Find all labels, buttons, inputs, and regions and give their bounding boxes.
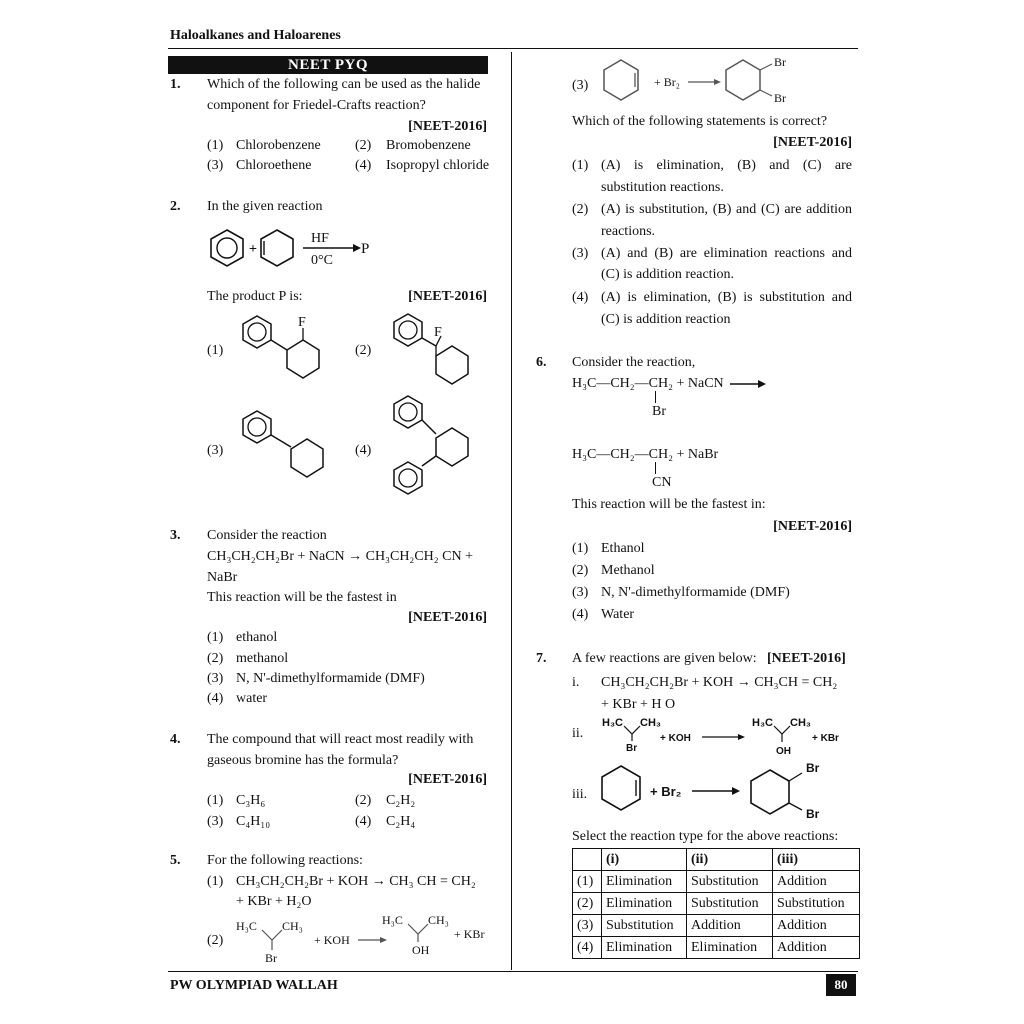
- option-number: (2): [572, 202, 589, 217]
- option-structure: [235, 310, 335, 390]
- equation: H₃C—CH₂—CH₂ + NaBr: [572, 447, 719, 462]
- option-number: (4): [572, 607, 589, 622]
- option-text: N, N'-dimethylformamide (DMF): [236, 671, 425, 686]
- answer-table: [572, 848, 860, 959]
- table-cell: Addition: [773, 915, 860, 937]
- option-text: methanol: [236, 651, 289, 666]
- reagent: + Br₂: [650, 784, 682, 799]
- option-text: Bromobenzene: [386, 138, 471, 153]
- question-number: 4.: [170, 732, 181, 747]
- table-header-row: [573, 849, 860, 871]
- option-number: (3): [207, 671, 224, 686]
- question-text: The product P is:: [207, 289, 303, 304]
- substituent-label: CN: [652, 475, 672, 490]
- page-number: 80: [826, 974, 856, 996]
- footer-rule: [168, 971, 858, 972]
- question-text: This reaction will be the fastest in:: [572, 497, 766, 512]
- reagent: + Br₂: [654, 75, 680, 89]
- question-text: This reaction will be the fastest in: [207, 590, 397, 605]
- reaction-label: (3): [572, 78, 589, 93]
- option-text: Methanol: [601, 563, 655, 578]
- equation: H₃C—CH₂—CH₂ + NaCN: [572, 376, 724, 391]
- option-number: (4): [207, 691, 224, 706]
- bromine-label: Br: [774, 91, 786, 105]
- equation: + KBr + H₂O: [236, 894, 312, 909]
- option-text: C₄H₁₀: [236, 814, 271, 829]
- question-text: In the given reaction: [207, 199, 323, 214]
- option-structure: [386, 390, 486, 502]
- table-cell: (2): [573, 893, 602, 915]
- arrow-icon: [728, 377, 768, 391]
- option-text: C₂H₄: [386, 814, 416, 829]
- question-text: Select the reaction type for the above reactions:: [572, 829, 839, 844]
- option-text: (A) is substitution, (B) and (C) are addition: [601, 202, 852, 217]
- option-structure: [235, 405, 335, 495]
- table-cell: Substitution: [773, 893, 860, 915]
- reagent: + KOH: [314, 933, 350, 947]
- option-text: ethanol: [236, 630, 278, 645]
- option-text: N, N'-dimethylformamide (DMF): [601, 585, 790, 600]
- table-row: [573, 937, 860, 959]
- exam-tag: [NEET-2016]: [767, 651, 846, 666]
- bond-line: [655, 391, 656, 403]
- reagent: HF: [311, 231, 329, 246]
- option-number: (2): [207, 651, 224, 666]
- table-row: [573, 915, 860, 937]
- question-text: component for Friedel-Crafts reaction?: [207, 98, 426, 113]
- table-cell: Addition: [687, 915, 773, 937]
- table-cell: (1): [573, 871, 602, 893]
- exam-tag: [NEET-2016]: [408, 772, 487, 787]
- table-header-cell: (i): [602, 849, 687, 871]
- option-number: (1): [207, 138, 224, 153]
- reaction-label: ii.: [572, 726, 584, 741]
- methyl-label: H₃C: [752, 717, 773, 729]
- question-number: 2.: [170, 199, 181, 214]
- option-number: (2): [355, 793, 372, 808]
- question-text: Consider the reaction: [207, 528, 327, 543]
- option-number: (1): [207, 343, 224, 358]
- methyl-label: CH₃: [282, 919, 303, 933]
- option-structure: [386, 310, 486, 390]
- option-text: water: [236, 691, 268, 706]
- table-cell: Elimination: [602, 893, 687, 915]
- option-number: (1): [207, 793, 224, 808]
- option-number: (1): [572, 158, 589, 173]
- bromine-label: Br: [806, 807, 820, 821]
- table-cell: (3): [573, 915, 602, 937]
- fluorine-label: F: [434, 325, 442, 340]
- chapter-title: Haloalkanes and Haloarenes: [170, 28, 341, 43]
- reaction-label: (1): [207, 874, 224, 889]
- fluorine-label: F: [298, 315, 306, 330]
- option-number: (1): [572, 541, 589, 556]
- option-text: (C) is addition reaction.: [601, 267, 734, 282]
- option-text: reactions.: [601, 224, 656, 239]
- equation: CH₃CH₂CH₂Br + NaCN → CH₃CH₂CH₂ CN +: [207, 549, 473, 564]
- question-text: Consider the reaction,: [572, 355, 696, 370]
- question-text: Which of the following statements is correct?: [572, 114, 828, 129]
- equation: CH₃CH₂CH₂Br + KOH → CH₃ CH = CH₂: [236, 874, 476, 889]
- option-text: (C) is addition reaction: [601, 312, 731, 327]
- option-text: Isopropyl chloride: [386, 158, 490, 173]
- reaction-scheme: [598, 758, 838, 822]
- bond-line: [655, 462, 656, 474]
- option-number: (4): [355, 443, 372, 458]
- bromine-label: Br: [774, 55, 786, 69]
- hydroxyl-label: OH: [412, 943, 430, 957]
- hydroxyl-label: OH: [776, 746, 791, 757]
- option-text: (A) is elimination, (B) and (C) are: [601, 158, 852, 173]
- question-number: 7.: [536, 651, 547, 666]
- table-row: [573, 893, 860, 915]
- bromine-label: Br: [806, 761, 820, 775]
- option-text: Ethanol: [601, 541, 645, 556]
- exam-tag: [NEET-2016]: [773, 519, 852, 534]
- option-number: (3): [207, 158, 224, 173]
- table-cell: Elimination: [602, 871, 687, 893]
- exam-tag: [NEET-2016]: [408, 610, 487, 625]
- table-cell: Substitution: [687, 893, 773, 915]
- table-header-cell: (iii): [773, 849, 860, 871]
- option-text: C₂H₂: [386, 793, 416, 808]
- reaction-label: i.: [572, 675, 580, 690]
- question-text: Which of the following can be used as the halide: [207, 77, 481, 92]
- table-cell: Substitution: [602, 915, 687, 937]
- option-number: (3): [572, 246, 589, 261]
- question-number: 6.: [536, 355, 547, 370]
- substituent-label: Br: [652, 404, 666, 419]
- option-text: substitution reactions.: [601, 180, 724, 195]
- byproduct: + KBr: [454, 927, 485, 941]
- reaction-scheme: [205, 226, 385, 276]
- option-text: (A) is elimination, (B) is substitution and: [601, 290, 852, 305]
- question-text: For the following reactions:: [207, 853, 363, 868]
- methyl-label: H₃C: [602, 717, 623, 729]
- methyl-label: CH₃: [640, 717, 661, 729]
- question-text: A few reactions are given below:: [572, 651, 757, 666]
- option-text: Water: [601, 607, 635, 622]
- reaction-scheme: [232, 910, 492, 966]
- table-row: [573, 871, 860, 893]
- option-number: (2): [355, 138, 372, 153]
- question-number: 1.: [170, 77, 181, 92]
- table-cell: Elimination: [602, 937, 687, 959]
- question-number: 5.: [170, 853, 181, 868]
- header-rule: [168, 48, 858, 49]
- option-text: C₃H₆: [236, 793, 266, 808]
- question-number: 3.: [170, 528, 181, 543]
- footer-brand: PW OLYMPIAD WALLAH: [170, 978, 338, 993]
- option-number: (4): [355, 814, 372, 829]
- option-number: (3): [572, 585, 589, 600]
- question-text: gaseous bromine has the formula?: [207, 753, 399, 768]
- methyl-label: CH₃: [790, 717, 811, 729]
- reaction-label: (2): [207, 933, 224, 948]
- equation: NaBr: [207, 570, 238, 585]
- bromine-label: Br: [265, 951, 277, 965]
- product-label: P: [361, 241, 370, 257]
- option-number: (3): [207, 814, 224, 829]
- reagent: + KOH: [660, 733, 691, 744]
- table-cell: Elimination: [687, 937, 773, 959]
- plus-sign: +: [249, 242, 257, 257]
- methyl-label: CH₃: [428, 913, 449, 927]
- reaction-scheme: [598, 714, 848, 758]
- table-cell: Substitution: [687, 871, 773, 893]
- methyl-label: H₃C: [382, 913, 403, 927]
- option-number: (4): [355, 158, 372, 173]
- option-text: Chloroethene: [236, 158, 312, 173]
- table-cell: (4): [573, 937, 602, 959]
- question-text: The compound that will react most readily with: [207, 732, 474, 747]
- exam-tag: [NEET-2016]: [773, 135, 852, 150]
- neet-pyq-banner: NEET PYQ: [168, 56, 488, 74]
- table-cell: Addition: [773, 871, 860, 893]
- methyl-label: H₃C: [236, 919, 257, 933]
- table-header-cell: [573, 849, 602, 871]
- table-header-cell: (ii): [687, 849, 773, 871]
- byproduct: + KBr: [812, 733, 839, 744]
- equation: + KBr + H O: [601, 697, 676, 712]
- table-cell: Addition: [773, 937, 860, 959]
- option-number: (2): [572, 563, 589, 578]
- option-number: (2): [355, 343, 372, 358]
- equation: CH₃CH₂CH₂Br + KOH → CH₃CH = CH₂: [601, 675, 838, 690]
- exam-tag: [NEET-2016]: [408, 289, 487, 304]
- option-text: Chlorobenzene: [236, 138, 321, 153]
- option-text: (A) and (B) are elimination reactions and: [601, 246, 852, 261]
- reaction-scheme: [598, 56, 808, 106]
- column-divider: [511, 52, 512, 970]
- option-number: (3): [207, 443, 224, 458]
- option-number: (4): [572, 290, 589, 305]
- condition: 0°C: [311, 253, 333, 268]
- reaction-label: iii.: [572, 787, 588, 802]
- exam-tag: [NEET-2016]: [408, 119, 487, 134]
- bromine-label: Br: [626, 743, 638, 754]
- option-number: (1): [207, 630, 224, 645]
